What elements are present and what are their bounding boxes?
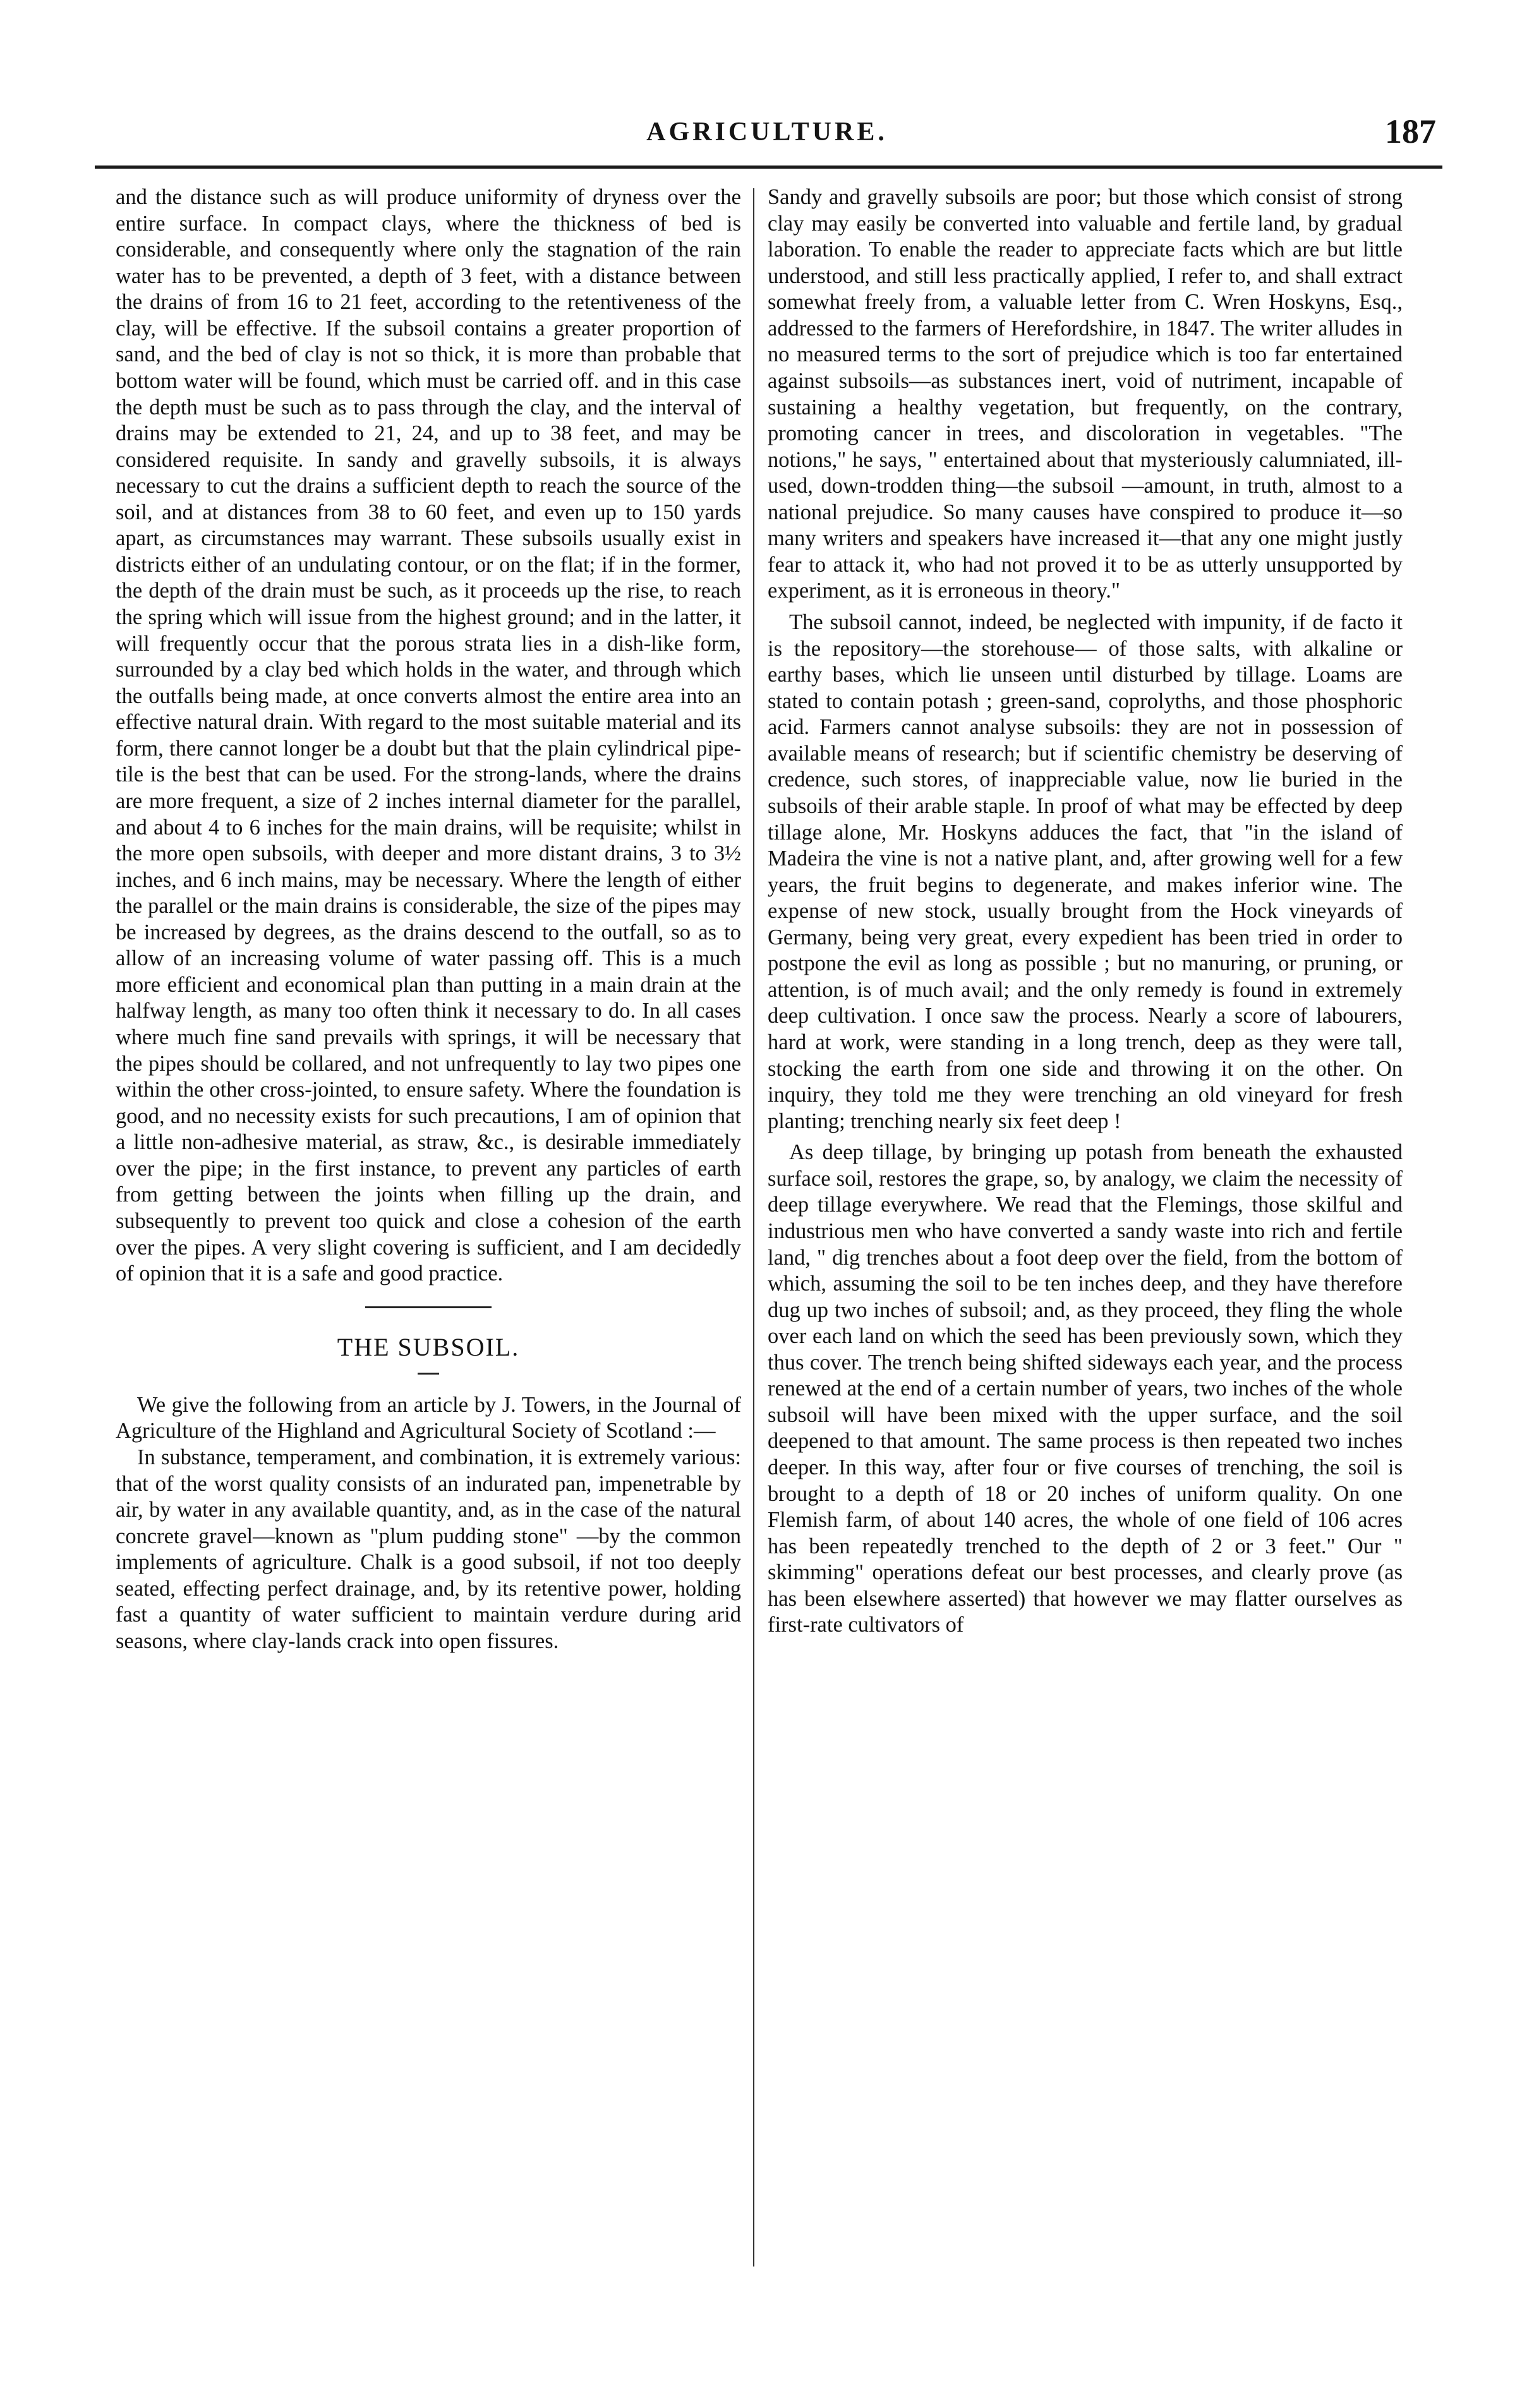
left-paragraph-substance: In substance, temperament, and combination, it is extremely various: that of the worst quality consists of an indurated pan, impenetrable by air, by water in any available quantity, and, as in the case of the natural concrete gravel—known as "plum pudding stone" —by the common implements of agriculture. Chalk is a good subsoil, if not too deeply seated, effecting perfect drainage, and, by its retentive power, holding fast a quantity of water sufficient to maintain verdure during arid seasons, where clay-lands crack into open fissures. <box>116 1445 741 1653</box>
column-divider <box>753 188 754 2267</box>
right-paragraph-sandy: Sandy and gravelly subsoils are poor; but those which consist of strong clay may easily be converted into valuable and fertile land, by gradual laboration. To enable the reader to appreciate facts which are but little understood, and still less practically applied, I refer to, and shall extract somewhat freely from, a valuable letter from C. Wren Hoskyns, Esq., addressed to the farmers of Herefordshire, in 1847. The writer alludes in no measured terms to the sort of prejudice which is too far entertained against subsoils—as substances inert, void of nutriment, incapable of sustaining a healthy vegetation, but frequently, on the contrary, promoting cancer in trees, and discoloration in vegetables. "The notions," he says, " entertained about that mysteriously calumniated, ill-used, down-trodden thing—the subsoil —amount, in truth, almost to a national prejudice. So many causes have conspired to produce it—so many writers and speakers have increased it—that any one might justly fear to attack it, who had not proved it to be as utterly unsupported by experiment, as it is erroneous in theory." <box>768 185 1403 603</box>
right-column <box>768 184 1403 2288</box>
section-title: THE SUBSOIL. <box>337 1332 520 1361</box>
section-divider <box>365 1306 492 1308</box>
left-paragraph-drainage: and the distance such as will produce uniformity of dryness over the entire surface. In compact clays, where the thickness of bed is considerable, and consequently where only the stagnation of the rain water has to be prevented, a depth of 3 feet, with a distance between the drains of from 16 to 21 feet, according to the retentiveness of the clay, will be effective. If the subsoil contains a greater proportion of sand, and the bed of clay is not so thick, it is more than probable that bottom water will be found, which must be carried off. and in this case the depth must be such as to pass through the clay, and the interval of drains may be extended to 21, 24, and up to 38 feet, and may be considered requisite. In sandy and gravelly subsoils, it is always necessary to cut the drains a sufficient depth to reach the source of the soil, and at distances from 38 to 60 feet, and even up to 150 yards apart, as circumstances may warrant. These subsoils usually exist in districts either of an undulating contour, or on the flat; if in the former, the depth of the drain must be such, as it proceeds up the rise, to reach the spring which will issue from the highest ground; and in the latter, it will frequently occur that the porous strata lies in a dish-like form, surrounded by a clay bed which holds in the water, and through which the outfalls being made, at once converts almost the entire area into an effective natural drain. With regard to the most suitable material and its form, there cannot longer be a doubt but that the plain cylindrical pipe-tile is the best that can be used. For the strong-lands, where the drains are more frequent, a size of 2 inches internal diameter for the parallel, and about 4 to 6 inches for the main drains, will be requisite; whilst in the more open subsoils, with deeper and more distant drains, 3 to 3½ inches, and 6 inch mains, may be necessary. Where the length of either the parallel or the main drains is considerable, the size of the pipes may be increased by degrees, as the drains descend to the outfall, so as to allow of an increasing volume of water passing off. This is a much more efficient and economical plan than putting in a main drain at the halfway length, as many too often think it necessary to do. In all cases where much fine sand prevails with springs, it will be necessary that the pipes should be collared, and not unfrequently to lay two pipes one within the other cross-jointed, to ensure safety. Where the foundation is good, and no necessity exists for such precautions, I am of opinion that a little non-adhesive material, as straw, &c., is desirable immediately over the pipe; in the first instance, to prevent any particles of earth from getting between the joints when filling up the drain, and subsequently to prevent too quick and close a cohesion of the earth over the pipes. A very slight covering is sufficient, and I am decidedly of opinion that it is a safe and good practice. <box>116 185 741 1286</box>
running-head: AGRICULTURE. <box>646 117 888 147</box>
right-paragraph-impunity: The subsoil cannot, indeed, be neglected with impunity, if de facto it is the repository—the storehouse— of those salts, with alkaline or earthy bases, which lie unseen until disturbed by tillage. Loams are stated to contain potash ; green-sand, coprolyths, and those phosphoric acid. Farmers cannot analyse subsoils: they are not in possession of available means of research; but if scientific chemistry be deserving of credence, such stores, of inappreciable value, now lie buried in the subsoils of their arable staple. In proof of what may be effected by deep tillage alone, Mr. Hoskyns adduces the fact, that "in the island of Madeira the vine is not a native plant, and, after growing well for a few years, the fruit begins to degenerate, and makes inferior wine. The expense of new stock, usually brought from the Hock vineyards of Germany, being very great, every expedient has been tried in order to postpone the evil as long as possible ; but no manuring, or pruning, or attention, is of much avail; and the only remedy is found in extremely deep cultivation. I once saw the process. Nearly a score of labourers, hard at work, were standing in a long trench, deep as they were tall, stocking the earth from one side and throwing it on the other. On inquiry, they told me they were trenching an old vineyard for fresh planting; trenching nearly six feet deep ! <box>768 610 1403 1133</box>
header-rule <box>95 166 1442 169</box>
left-paragraph-intro: We give the following from an article by J. Towers, in the Journal of Agriculture of the Highland and Agricultural Society of Scotland :— <box>116 1392 741 1443</box>
left-column <box>116 184 741 2288</box>
section-dash <box>418 1373 439 1375</box>
right-paragraph-deep-tillage: As deep tillage, by bringing up potash from beneath the exhausted surface soil, restores the grape, so, by analogy, we claim the necessity of deep tillage everywhere. We read that the Flemings, those skilful and industrious men who have converted a sandy waste into rich and fertile land, " dig trenches about a foot deep over the field, from the bottom of which, assuming the soil to be ten inches deep, and they have therefore dug up two inches of subsoil; and, as they proceed, they fling the whole over each land on which the seed has been previously sown, which they thus cover. The trench being shifted sideways each year, and the process renewed at the end of a certain number of years, two inches of the whole subsoil will have been mixed with the upper surface, and the soil deepened to that amount. The same process is then repeated two inches deeper. In this way, after four or five courses of trenching, the soil is brought to a depth of 18 or 20 inches of uniform quality. On one Flemish farm, of about 140 acres, the whole of one field of 106 acres has been repeatedly trenched to the depth of 2 or 3 feet." Our " skimming" operations defeat our best processes, and clearly prove (as has been elsewhere asserted) that however we may flatter ourselves as first-rate cultivators of <box>768 1140 1403 1637</box>
page-number: 187 <box>1385 112 1436 150</box>
page-header <box>88 112 1446 161</box>
